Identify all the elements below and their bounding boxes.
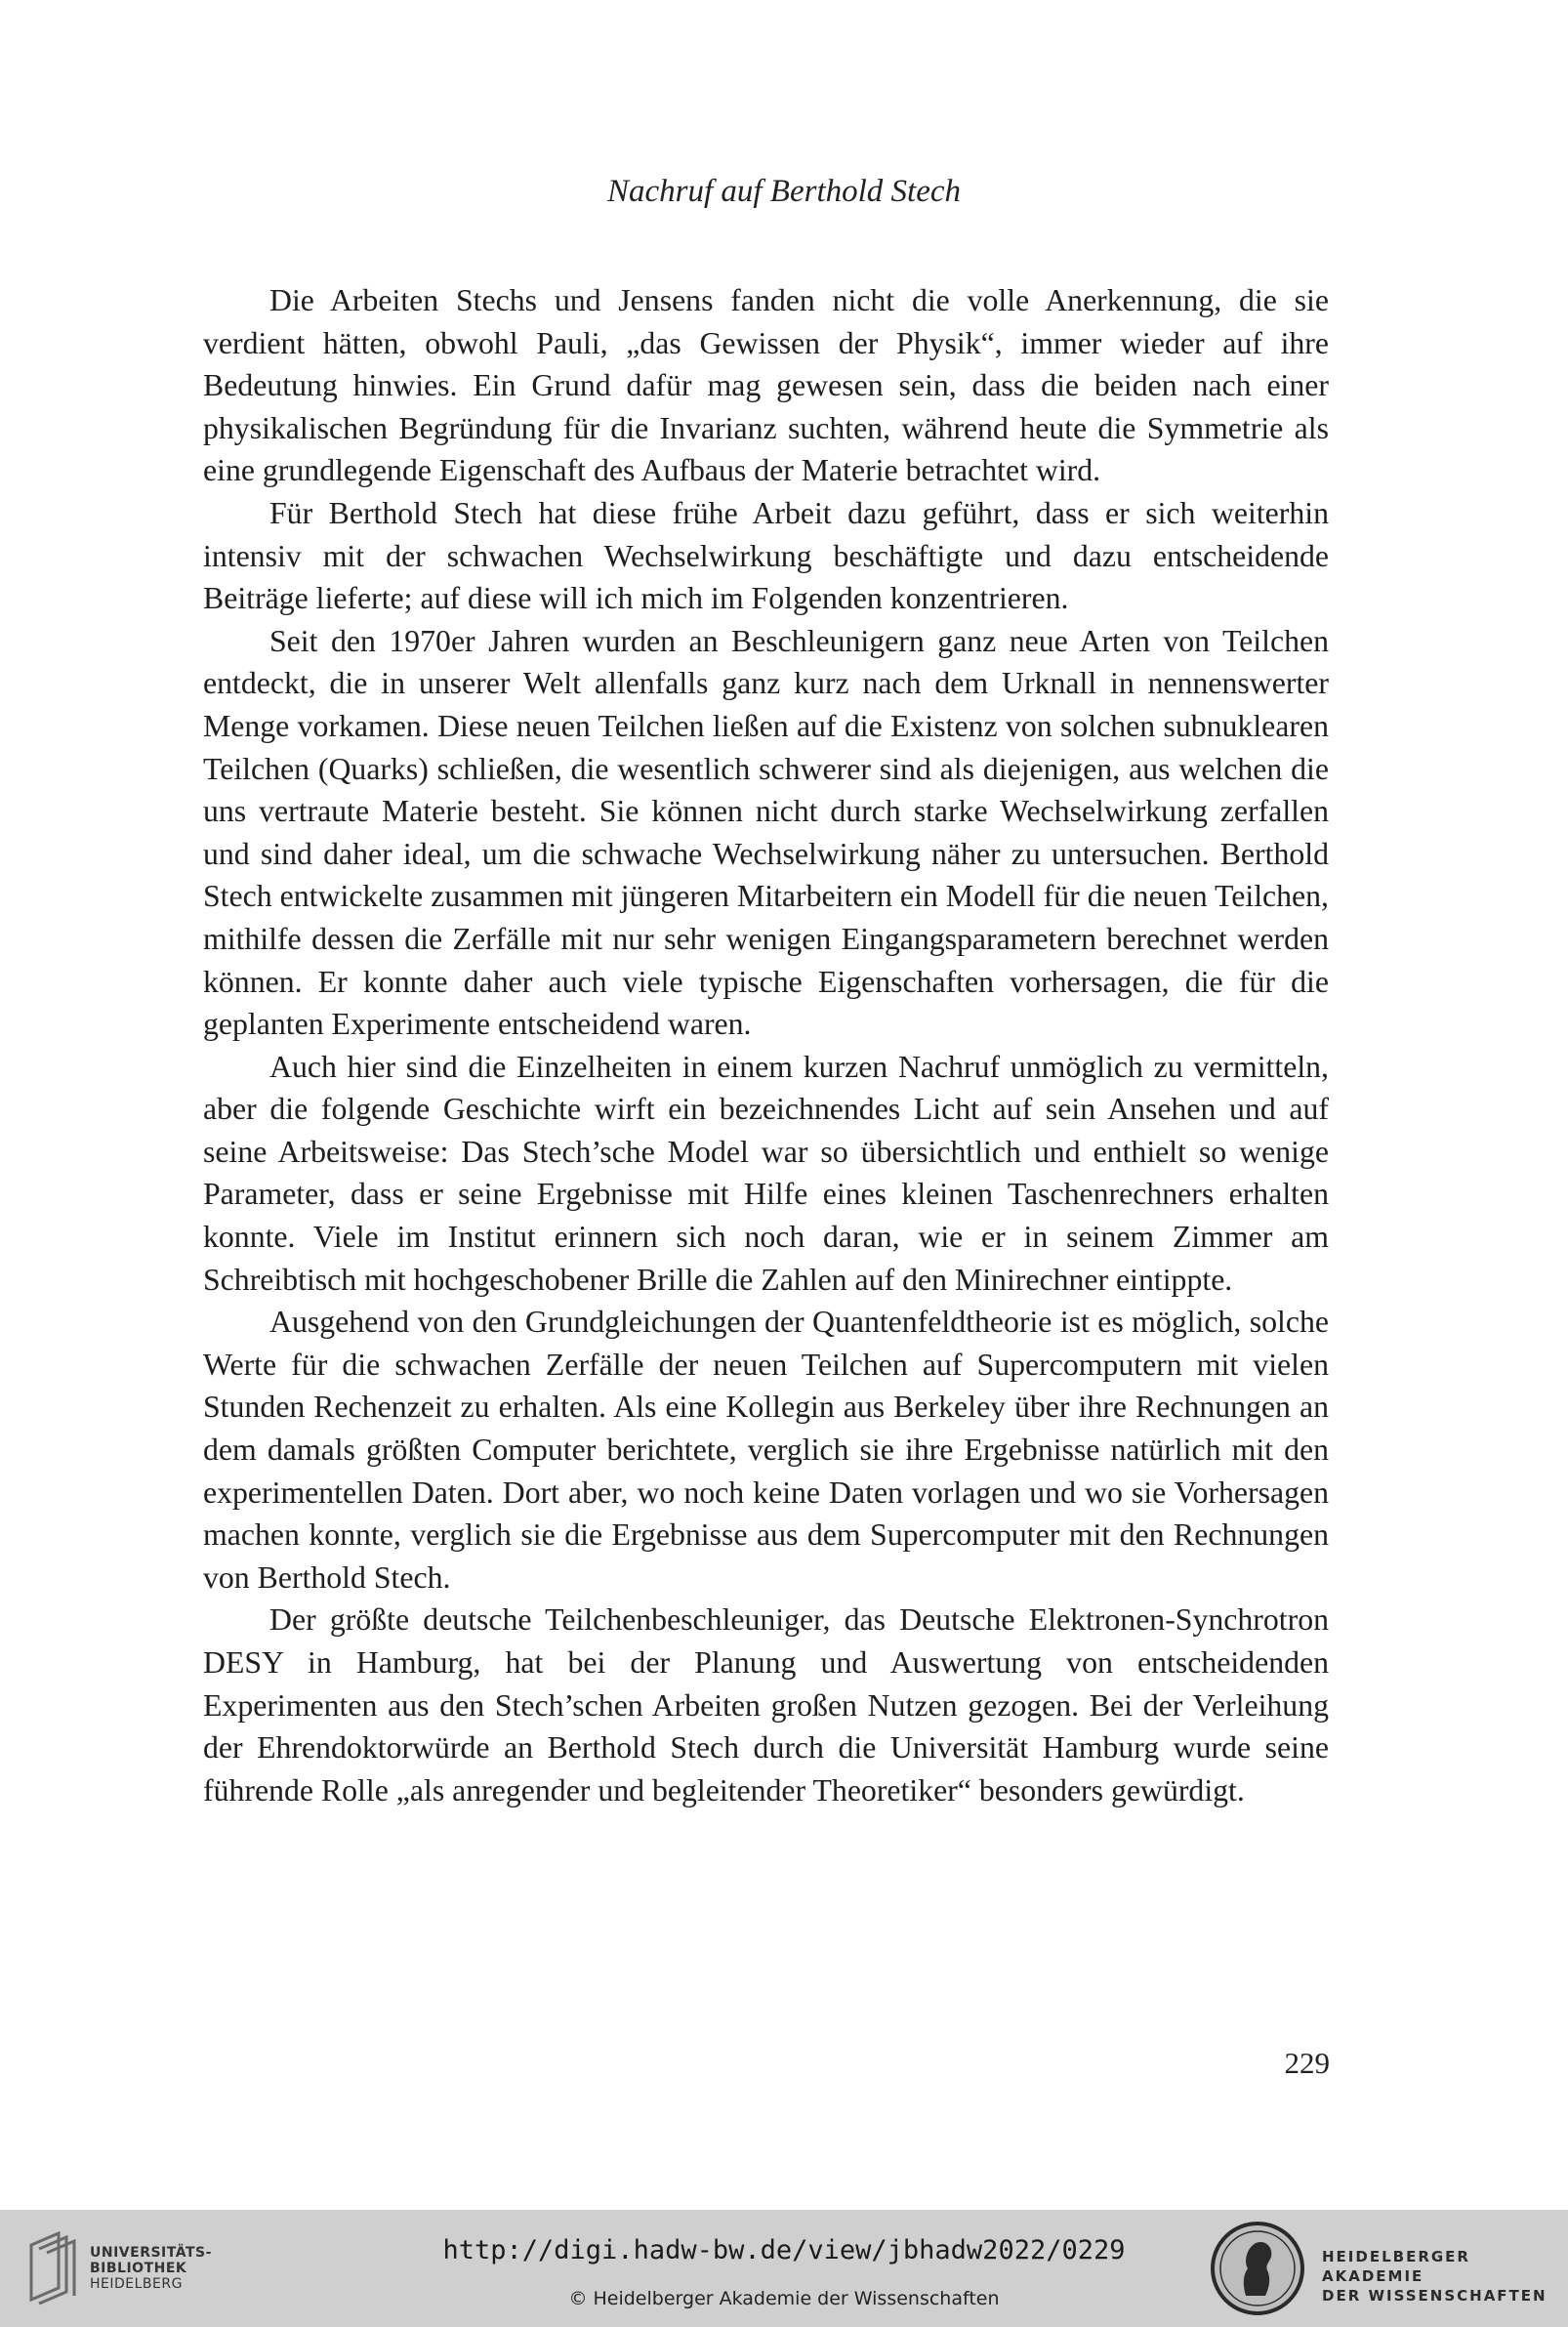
academy-seal-icon bbox=[1209, 2220, 1306, 2317]
body-text bbox=[203, 279, 1329, 1811]
paragraph: Ausgehend von den Grundgleichungen der Quantenfeldtheorie ist es möglich, solche Werte für die schwachen Zerfälle der neuen Teilchen auf Supercomputern mit vielen Stunden Rechenzeit zu erhalten. Als eine Kollegin aus Berkeley über ihre Rechnungen an dem damals größten Computer berichtete, verglich sie ihre Ergebnisse natürlich mit den experimentellen Daten. Dort aber, wo noch keine Daten vorlagen und wo sie Vorhersagen machen konnte, verglich sie die Ergebnisse aus dem Supercomputer mit den Rechnungen von Berthold Stech. bbox=[203, 1305, 1329, 1595]
academy-name: HEIDELBERGER AKADEMIE DER WISSENSCHAFTEN bbox=[1322, 2248, 1547, 2305]
paragraph: Für Berthold Stech hat diese frühe Arbeit dazu geführt, dass er sich weiterhin intensiv mit der schwachen Wechselwirkung beschäftigte und dazu entscheidende Beiträge lieferte; auf diese will ich mich im Folgenden konzentrieren. bbox=[203, 495, 1329, 616]
footer-bar bbox=[0, 2210, 1568, 2327]
paragraph: Der größte deutsche Teilchenbeschleuniger, das Deutsche Elektronen-Synchrotron DESY in Hamburg, hat bei der Planung und Auswertung von entscheidenden Experimenten aus den Stech’schen Arbeiten großen Nutzen gezogen. Bei der Verleihung der Ehrendoktorwürde an Berthold Stech durch die Universität Hamburg wurde seine führende Rolle „als anregender und begleitender Theoretiker“ besonders gewürdigt. bbox=[203, 1602, 1329, 1808]
page-number: 229 bbox=[1284, 2046, 1330, 2080]
copyright-notice: © Heidelberger Akademie der Wissenschaften bbox=[568, 2288, 1000, 2309]
paragraph: Seit den 1970er Jahren wurden an Beschleunigern ganz neue Arten von Teilchen entdeckt, die in unserer Welt allenfalls ganz kurz nach dem Urknall in nennenswerter Menge vorkamen. Diese neuen Teilchen ließen auf die Existenz von solchen subnuklearen Teilchen (Quarks) schließen, die wesentlich schwerer sind als diejenigen, aus welchen die uns vertraute Materie besteht. Sie können nicht durch starke Wechselwirkung zerfallen und sind daher ideal, um die schwache Wechselwirkung näher zu untersuchen. Berthold Stech entwickelte zusammen mit jüngeren Mitarbeitern ein Modell für die neuen Teilchen, mithilfe dessen die Zerfälle mit nur sehr wenigen Eingangsparametern berechnet werden können. Er konnte daher auch viele typische Eigenschaften vorhersagen, die für die geplanten Experimente entscheidend waren. bbox=[203, 623, 1329, 1042]
permalink-url[interactable]: http://digi.hadw-bw.de/view/jbhadw2022/0229 bbox=[442, 2235, 1126, 2265]
library-name: UNIVERSITÄTS- BIBLIOTHEK HEIDELBERG bbox=[90, 2245, 212, 2292]
paragraph: Auch hier sind die Einzelheiten in einem kurzen Nachruf unmöglich zu vermitteln, aber die folgende Geschichte wirft ein bezeichnendes Licht auf sein Ansehen und auf seine Arbeitsweise: Das Stech’sche Model war so übersichtlich und enthielt so wenige Parameter, dass er seine Ergebnisse mit Hilfe eines kleinen Taschenrechners erhalten konnte. Viele im Institut erinnern sich noch daran, wie er in seinem Zimmer am Schreibtisch mit hochgeschobener Brille die Zahlen auf den Minirechner eintippte. bbox=[203, 1049, 1329, 1297]
running-title: Nachruf auf Berthold Stech bbox=[606, 174, 962, 209]
paragraph: Die Arbeiten Stechs und Jensens fanden nicht die volle Anerkennung, die sie verdient hätten, obwohl Pauli, „das Gewissen der Physik“, immer wieder auf ihre Bedeutung hinwies. Ein Grund dafür mag gewesen sein, dass die beiden nach einer physikalischen Begründung für die Invarianz suchten, während heute die Symmetrie als eine grundlegende Eigenschaft des Aufbaus der Materie betrachtet wird. bbox=[203, 283, 1329, 488]
